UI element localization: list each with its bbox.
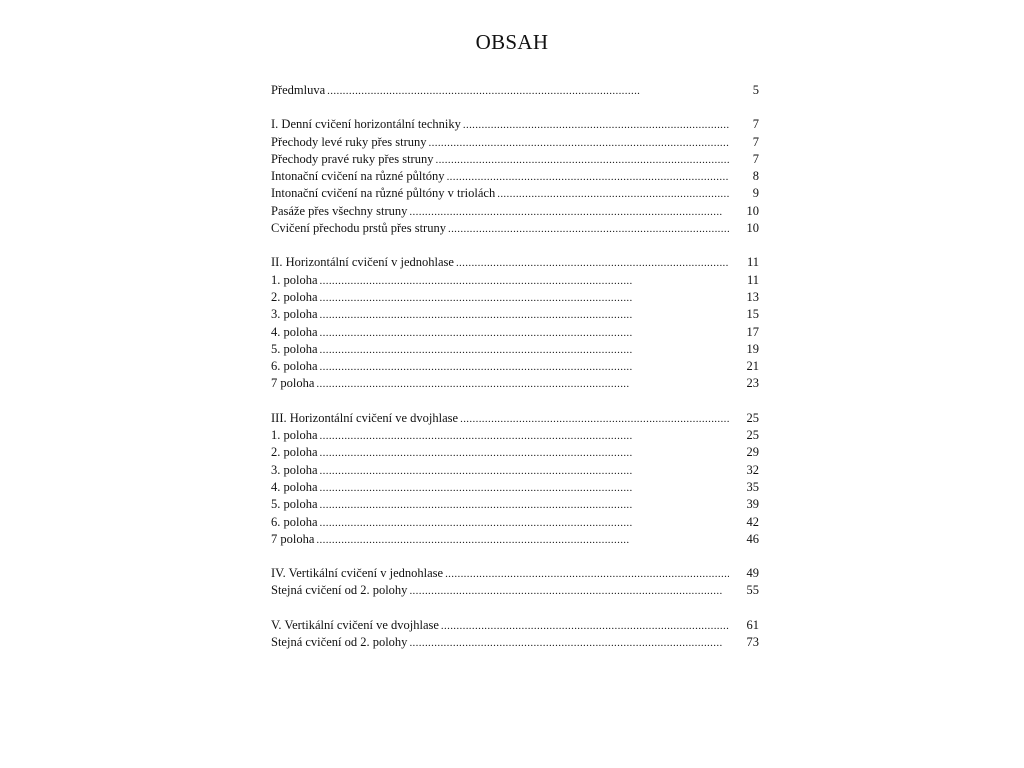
dot-leader: [320, 273, 729, 290]
toc-entry-label: Intonační cvičení na různé půltóny: [271, 169, 445, 184]
toc-section: [271, 116, 759, 237]
toc-entry-page-number: 10: [746, 203, 759, 218]
toc-entry-page-number: 5: [752, 83, 759, 97]
toc-entry-label: 7 poloha: [271, 376, 315, 391]
toc-entry: [271, 479, 759, 496]
toc-entry-label: 3. poloha: [271, 307, 318, 322]
toc-entry-page-number: 15: [746, 307, 759, 322]
dot-leader: [320, 307, 729, 324]
toc-entry-page-number: 7: [752, 151, 759, 166]
toc-entry-label: 1. poloha: [271, 428, 318, 443]
toc-entry: [271, 151, 759, 168]
toc-entry-label: 2. poloha: [271, 289, 318, 304]
toc-entry: [271, 82, 759, 99]
dot-leader: [320, 290, 729, 307]
dot-leader: [320, 515, 729, 532]
dot-leader: [497, 186, 729, 203]
dot-leader: [320, 428, 729, 445]
toc-entry: [271, 185, 759, 202]
toc-entry-page-number: 11: [746, 272, 759, 287]
table-of-contents: [271, 82, 759, 668]
toc-entry: [271, 306, 759, 323]
toc-entry-label: 5. poloha: [271, 341, 318, 356]
toc-entry-page-number: 55: [746, 583, 759, 598]
toc-section: [271, 410, 759, 548]
toc-entry-page-number: 46: [746, 531, 759, 546]
toc-entry-label: I. Denní cvičení horizontální techniky: [271, 117, 461, 132]
dot-leader: [320, 463, 729, 480]
dot-leader: [456, 255, 729, 272]
toc-entry-page-number: 35: [746, 479, 759, 494]
toc-entry: [271, 254, 759, 271]
dot-leader: [460, 411, 729, 428]
dot-leader: [445, 566, 729, 583]
dot-leader: [320, 497, 729, 514]
toc-entry: [271, 341, 759, 358]
toc-entry-page-number: 32: [746, 462, 759, 477]
toc-entry-page-number: 21: [746, 359, 759, 374]
toc-entry: [271, 375, 759, 392]
toc-entry-page-number: 73: [746, 635, 759, 650]
toc-entry-label: Pasáže přes všechny struny: [271, 203, 408, 218]
toc-entry: [271, 582, 759, 599]
toc-entry-page-number: 9: [752, 186, 759, 201]
toc-entry: [271, 617, 759, 634]
toc-entry-page-number: 17: [746, 324, 759, 339]
toc-entry-label: Přechody levé ruky přes struny: [271, 134, 427, 149]
toc-entry-page-number: 11: [746, 255, 759, 270]
toc-entry-page-number: 39: [746, 497, 759, 512]
toc-entry: [271, 634, 759, 651]
dot-leader: [409, 204, 729, 221]
toc-entry: [271, 410, 759, 427]
toc-entry: [271, 444, 759, 461]
dot-leader: [316, 532, 729, 549]
toc-entry-label: Přechody pravé ruky přes struny: [271, 151, 434, 166]
toc-entry-label: Cvičení přechodu prstů přes struny: [271, 221, 446, 236]
toc-entry-label: 6. poloha: [271, 359, 318, 374]
toc-entry: [271, 116, 759, 133]
toc-entry-label: 4. poloha: [271, 479, 318, 494]
dot-leader: [409, 635, 729, 652]
toc-entry-page-number: 29: [746, 445, 759, 460]
toc-section: [271, 82, 759, 99]
dot-leader: [327, 83, 729, 100]
dot-leader: [448, 221, 729, 238]
toc-entry-label: 5. poloha: [271, 497, 318, 512]
toc-entry-label: Stejná cvičení od 2. polohy: [271, 583, 408, 598]
toc-entry-label: 3. poloha: [271, 462, 318, 477]
toc-entry: [271, 565, 759, 582]
toc-section: [271, 254, 759, 392]
dot-leader: [463, 117, 729, 134]
toc-entry-page-number: 7: [752, 117, 759, 132]
toc-entry-label: IV. Vertikální cvičení v jednohlase: [271, 566, 444, 581]
dot-leader: [320, 480, 729, 497]
toc-entry-label: V. Vertikální cvičení ve dvojhlase: [271, 617, 439, 632]
toc-entry: [271, 514, 759, 531]
toc-entry: [271, 220, 759, 237]
toc-entry-label: II. Horizontální cvičení v jednohlase: [271, 255, 454, 270]
toc-entry-page-number: 8: [752, 169, 759, 184]
toc-entry-label: 1. poloha: [271, 272, 318, 287]
toc-entry-label: Stejná cvičení od 2. polohy: [271, 635, 408, 650]
toc-entry-label: III. Horizontální cvičení ve dvojhlase: [271, 410, 459, 425]
toc-entry: [271, 272, 759, 289]
dot-leader: [320, 359, 729, 376]
toc-entry-page-number: 23: [746, 376, 759, 391]
toc-entry-page-number: 61: [746, 617, 759, 632]
dot-leader: [320, 445, 729, 462]
toc-entry-label: Předmluva: [271, 83, 326, 97]
toc-entry-page-number: 19: [746, 341, 759, 356]
toc-entry: [271, 134, 759, 151]
toc-entry: [271, 496, 759, 513]
toc-entry-label: Intonační cvičení na různé půltóny v triolách: [271, 186, 496, 201]
toc-entry: [271, 203, 759, 220]
toc-entry-label: 6. poloha: [271, 514, 318, 529]
toc-entry: [271, 531, 759, 548]
toc-section: [271, 617, 759, 652]
toc-entry-page-number: 10: [746, 221, 759, 236]
dot-leader: [447, 169, 729, 186]
dot-leader: [429, 135, 729, 152]
toc-entry-page-number: 42: [746, 514, 759, 529]
toc-entry: [271, 427, 759, 444]
toc-entry: [271, 324, 759, 341]
toc-entry: [271, 462, 759, 479]
toc-entry-label: 4. poloha: [271, 324, 318, 339]
page-title: OBSAH: [475, 30, 549, 54]
toc-entry-page-number: 49: [746, 566, 759, 581]
toc-entry-page-number: 25: [746, 428, 759, 443]
toc-entry-page-number: 13: [746, 289, 759, 304]
toc-entry-page-number: 25: [746, 410, 759, 425]
dot-leader: [441, 618, 729, 635]
toc-entry: [271, 168, 759, 185]
dot-leader: [435, 152, 729, 169]
toc-entry-label: 7 poloha: [271, 531, 315, 546]
dot-leader: [316, 376, 729, 393]
toc-entry: [271, 358, 759, 375]
toc-entry: [271, 289, 759, 306]
toc-entry-page-number: 7: [752, 134, 759, 149]
dot-leader: [409, 583, 729, 600]
toc-entry-label: 2. poloha: [271, 445, 318, 460]
dot-leader: [320, 325, 729, 342]
toc-section: [271, 565, 759, 600]
dot-leader: [320, 342, 729, 359]
